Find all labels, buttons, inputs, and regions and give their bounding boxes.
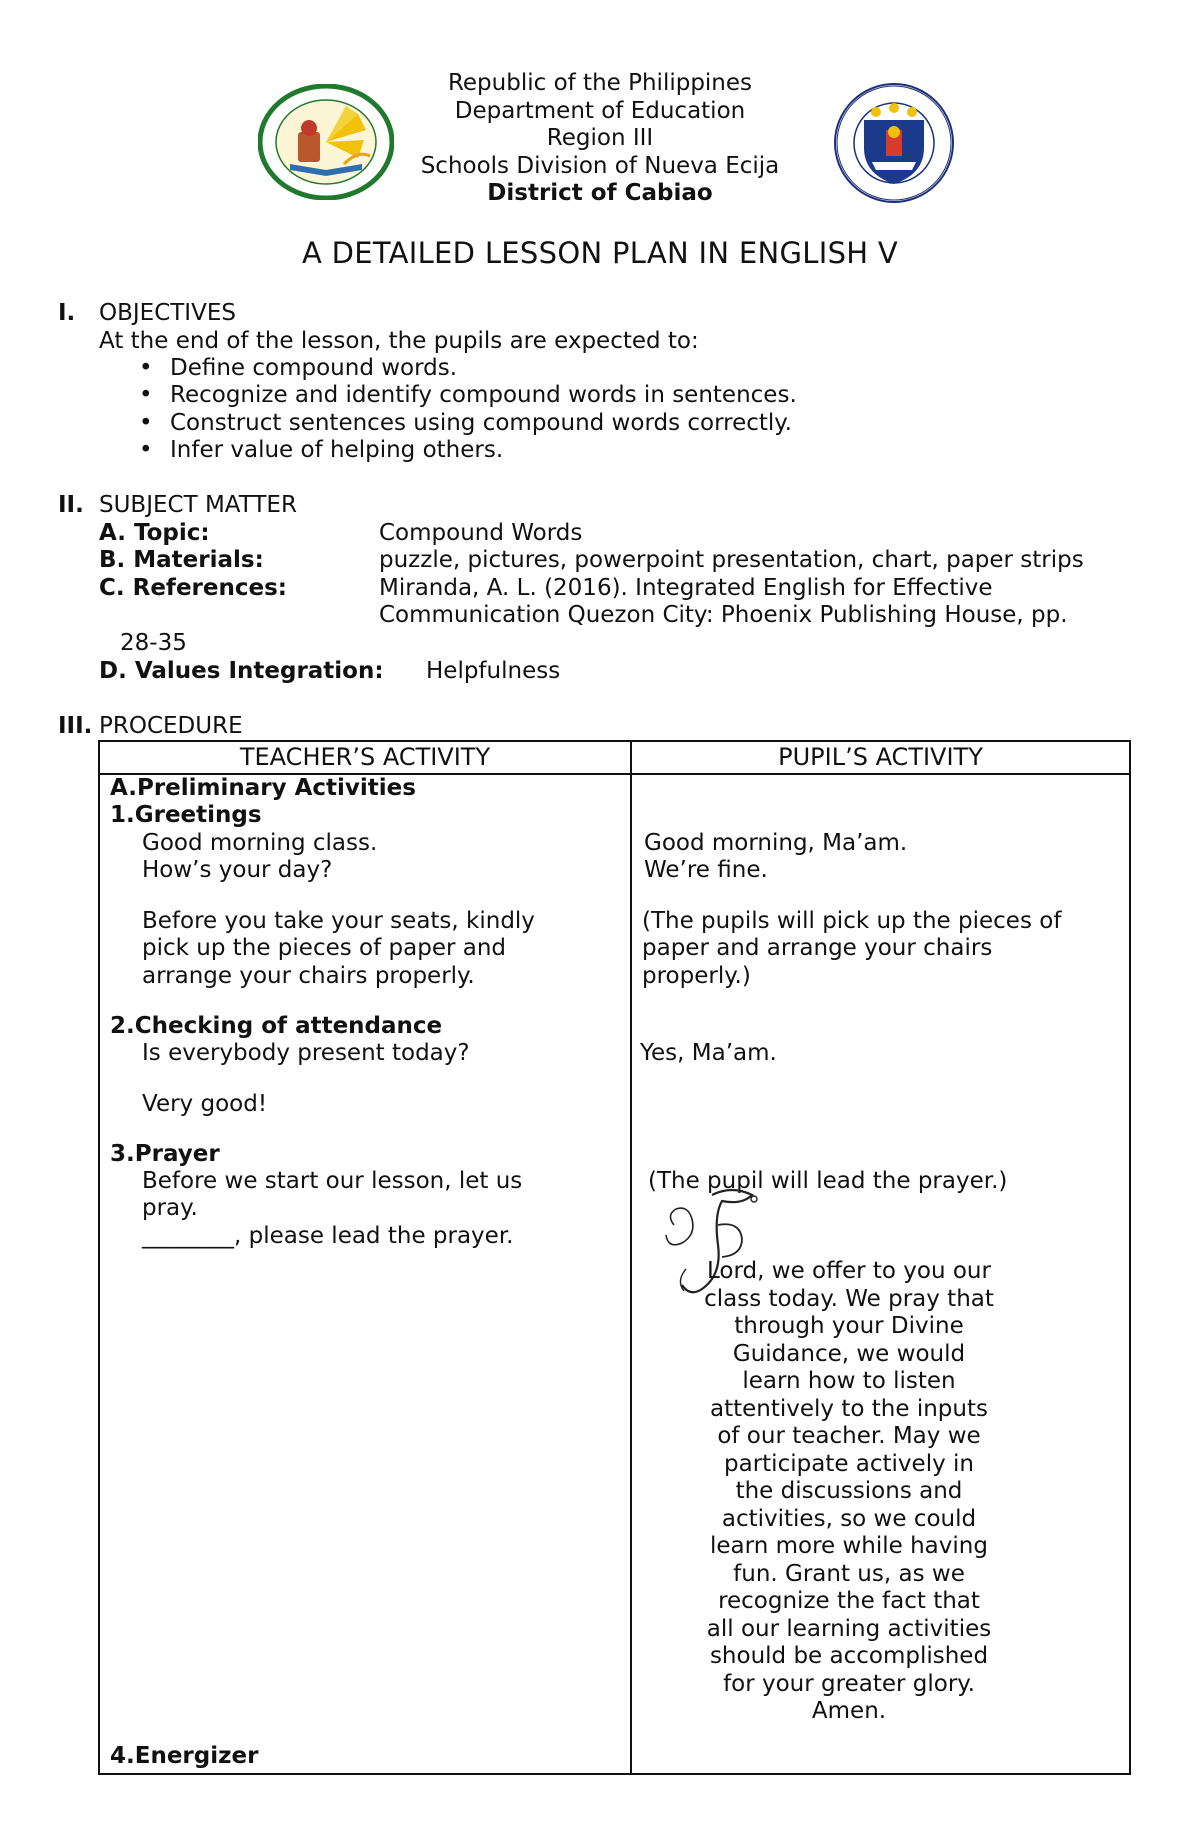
teacher-instruction-1: Before you take your seats, kindly (142, 908, 535, 934)
pupil-activity-cell (631, 774, 1130, 1774)
references-label: C. References: (99, 575, 287, 601)
pupil-attendance-answer: Yes, Ma’am. (640, 1040, 777, 1066)
teacher-attendance-question: Is everybody present today? (142, 1040, 470, 1066)
header-region: Region III (546, 125, 654, 151)
teacher-activity-cell (99, 774, 631, 1774)
teacher-greeting-2: How’s your day? (142, 857, 333, 883)
pupil-response-2: paper and arrange your chairs (642, 935, 993, 961)
values-label: D. Values Integration: (99, 658, 384, 684)
objectives-intro: At the end of the lesson, the pupils are expected to: (99, 328, 699, 354)
pupil-response-1: (The pupils will pick up the pieces of (642, 908, 1062, 934)
teacher-greeting-1: Good morning class. (142, 830, 378, 856)
pupil-activity-header: PUPIL’S ACTIVITY (631, 741, 1130, 774)
procedure-table (98, 740, 1131, 1775)
objectives-num: I. (58, 300, 76, 326)
teacher-prayer-3: ________, please lead the prayer. (142, 1223, 514, 1249)
references-value-line3: 28-35 (120, 630, 187, 656)
objective-item: • Define compound words. (170, 355, 457, 383)
references-value-line1: Miranda, A. L. (2016). Integrated English for Effective (379, 575, 993, 601)
topic-value: Compound Words (379, 520, 583, 546)
subject-matter-heading: SUBJECT MATTER (99, 492, 297, 518)
section-preliminary-activities: A.Preliminary Activities (110, 775, 416, 801)
energizer-heading: 4.Energizer (110, 1743, 259, 1769)
materials-value: puzzle, pictures, powerpoint presentation, chart, paper strips (379, 547, 1084, 573)
references-value-line2: Communication Quezon City: Phoenix Publishing House, pp. (379, 602, 1068, 628)
objective-item: • Construct sentences using compound words correctly. (170, 410, 792, 438)
prayer-text: Lord, we offer to you our class today. We pray that through your Divine Guidance, we would learn how to listen attentively to the inputs of our teacher. May we participate actively in the discussions and activities, so we could learn more while having fun. Grant us, as we recognize the fact that all our learning activities should be accomplished for your greater glory. Amen. (704, 1258, 994, 1724)
materials-label: B. Materials: (99, 547, 264, 573)
teacher-activity-header: TEACHER’S ACTIVITY (99, 741, 631, 774)
letterhead (0, 70, 1200, 208)
header-department: Department of Education (454, 97, 746, 124)
header-district: District of Cabiao (487, 180, 713, 206)
header-division: Schools Division of Nueva Ecija (420, 152, 780, 179)
document-title: A DETAILED LESSON PLAN IN ENGLISH V (301, 236, 899, 270)
pupil-response-3: properly.) (642, 963, 751, 989)
objectives-heading: OBJECTIVES (99, 300, 236, 326)
pupil-greeting-2: We’re fine. (644, 857, 768, 883)
values-value: Helpfulness (426, 658, 561, 684)
pupil-greeting-1: Good morning, Ma’am. (644, 830, 908, 856)
teacher-prayer-2: pray. (142, 1195, 198, 1221)
pupil-prayer-note: (The pupil will lead the prayer.) (648, 1168, 1008, 1194)
teacher-very-good: Very good! (142, 1091, 268, 1117)
objective-item: • Recognize and identify compound words in sentences. (170, 382, 797, 410)
procedure-num: III. (58, 713, 93, 739)
teacher-instruction-2: pick up the pieces of paper and (142, 935, 507, 961)
attendance-heading: 2.Checking of attendance (110, 1013, 443, 1039)
subject-matter-num: II. (58, 492, 84, 518)
topic-label: A. Topic: (99, 520, 210, 546)
greetings-heading: 1.Greetings (110, 802, 262, 828)
objective-item: • Infer value of helping others. (170, 437, 503, 465)
teacher-instruction-3: arrange your chairs properly. (142, 963, 475, 989)
header-republic: Republic of the Philippines (447, 70, 753, 96)
teacher-prayer-1: Before we start our lesson, let us (142, 1168, 523, 1194)
prayer-heading: 3.Prayer (110, 1141, 220, 1167)
procedure-heading: PROCEDURE (99, 713, 243, 739)
